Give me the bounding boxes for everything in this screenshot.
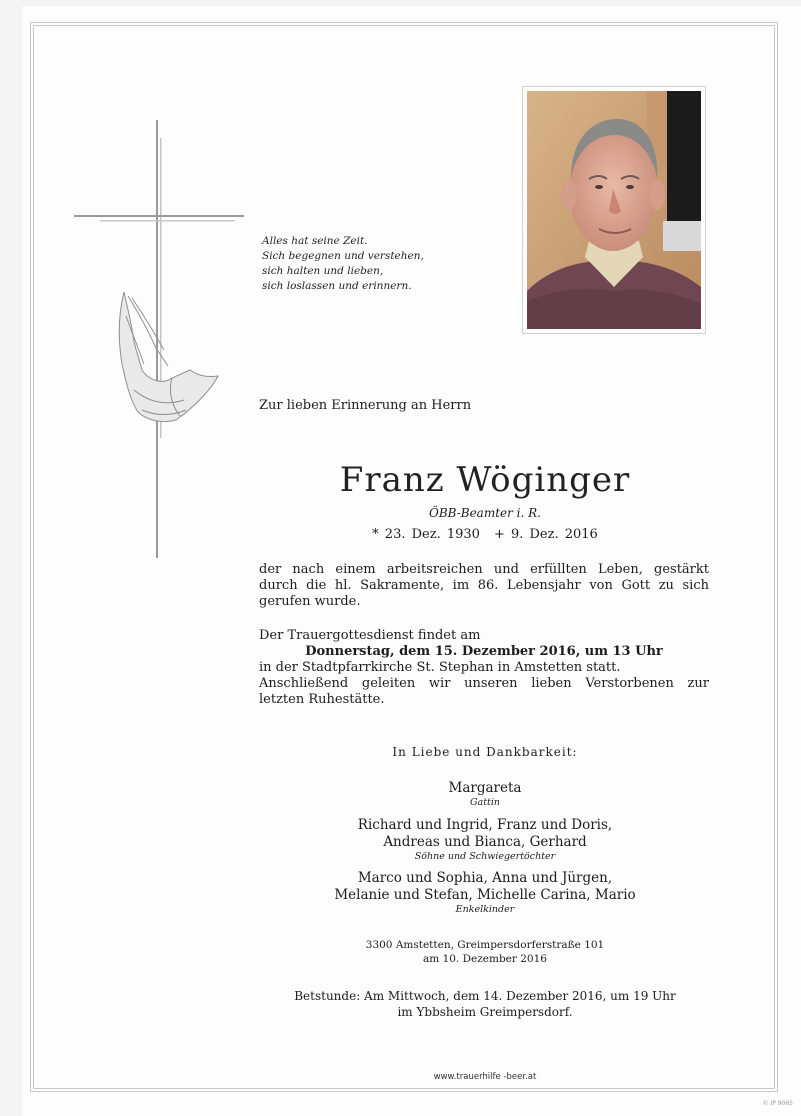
service-final: letzten Ruhestätte. bbox=[259, 692, 385, 707]
birth-date: * 23. Dez. 1930 bbox=[372, 527, 480, 542]
mourner-names: Richard und Ingrid, Franz und Doris, bbox=[357, 817, 613, 833]
mourner-group-children bbox=[200, 817, 770, 863]
address-block bbox=[200, 938, 770, 966]
website-link[interactable]: www.trauerhilfe -beer.at bbox=[433, 1072, 537, 1082]
deceased-occupation: ÖBB-Beamter i. R. bbox=[429, 506, 541, 520]
quote-line: sich halten und lieben, bbox=[262, 265, 384, 277]
mourner-names: Margareta bbox=[448, 780, 522, 796]
quote-line: Alles hat seine Zeit. bbox=[262, 235, 368, 247]
life-dates bbox=[200, 527, 770, 542]
mourner-role: Enkelkinder bbox=[455, 904, 515, 915]
prayer-hour bbox=[200, 988, 770, 1020]
memorial-intro: Zur lieben Erinnerung an Herrn bbox=[259, 398, 472, 413]
mourner-group-grandchildren bbox=[200, 870, 770, 916]
portrait-frame bbox=[522, 86, 706, 334]
address-line: 3300 Amstetten, Greimpersdorferstraße 101 bbox=[365, 939, 605, 951]
mourners-heading: In Liebe und Dankbarkeit: bbox=[392, 745, 578, 759]
service-info bbox=[259, 628, 709, 708]
life-text-line: gerufen wurde. bbox=[259, 594, 361, 609]
prayer-line: Betstunde: Am Mittwoch, dem 14. Dezember 2016, um 19 Uhr bbox=[294, 989, 676, 1003]
service-date: Donnerstag, dem 15. Dezember 2016, um 13 Uhr bbox=[305, 644, 663, 659]
quote-line: Sich begegnen und verstehen, bbox=[262, 250, 424, 262]
memorial-quote bbox=[262, 234, 502, 294]
death-date: + 9. Dez. 2016 bbox=[493, 527, 598, 542]
life-text-line: durch die hl. Sakramente, im 86. Lebensjahr von Gott zu sich bbox=[259, 578, 709, 593]
service-intro: Der Trauergottesdienst findet am bbox=[259, 628, 481, 643]
mourner-role: Söhne und Schwiegertöchter bbox=[414, 851, 556, 862]
mourner-names: Andreas und Bianca, Gerhard bbox=[383, 834, 587, 850]
service-location: in der Stadtpfarrkirche St. Stephan in Amstetten statt. bbox=[259, 660, 621, 675]
mourner-role: Gattin bbox=[469, 797, 501, 808]
life-text bbox=[259, 562, 709, 610]
mourner-names: Marco und Sophia, Anna und Jürgen, bbox=[357, 870, 613, 886]
quote-line: sich loslassen und erinnern. bbox=[262, 280, 412, 292]
portrait-photo bbox=[527, 91, 701, 329]
prayer-location: im Ybbsheim Greimpersdorf. bbox=[397, 1005, 573, 1019]
deceased-name: Franz Wöginger bbox=[339, 460, 631, 500]
address-date: am 10. Dezember 2016 bbox=[423, 953, 547, 965]
service-procession: Anschließend geleiten wir unseren lieben Verstorbenen zur bbox=[259, 676, 709, 691]
life-text-line: der nach einem arbeitsreichen und erfüllten Leben, gestärkt bbox=[259, 562, 709, 577]
print-code: © IP 9065 bbox=[762, 1100, 793, 1107]
mourner-names: Melanie und Stefan, Michelle Carina, Mario bbox=[334, 887, 636, 903]
mourner-group-spouse bbox=[200, 780, 770, 809]
